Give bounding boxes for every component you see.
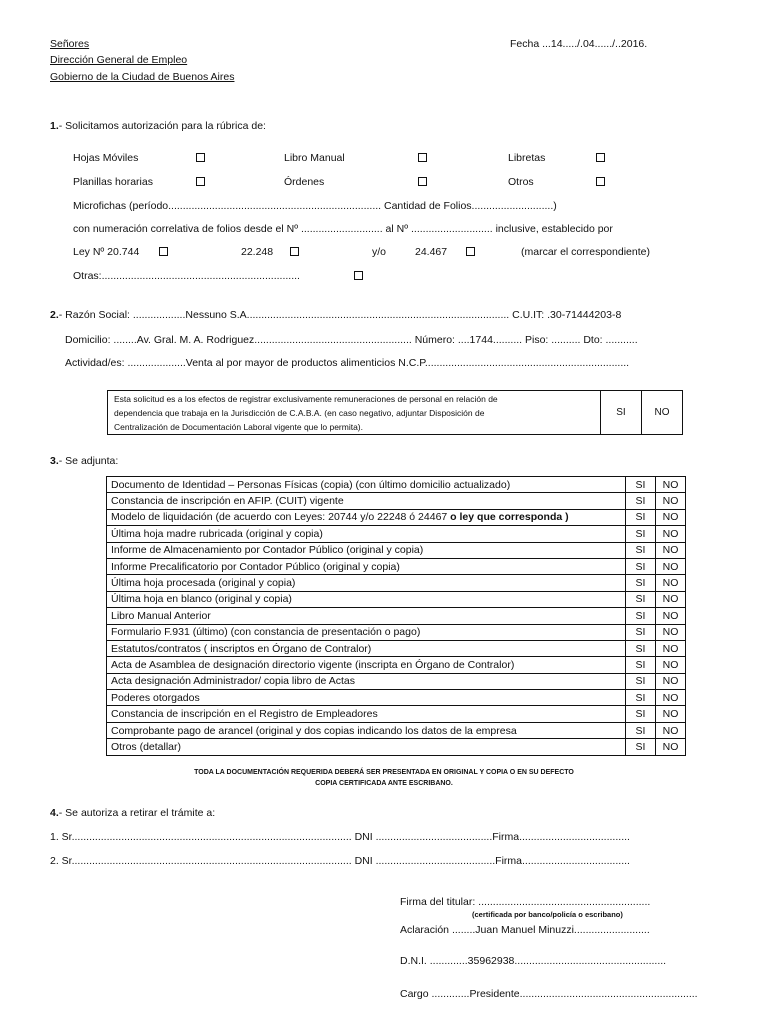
attachment-label: [107, 657, 626, 673]
attachment-no-option[interactable]: NO: [656, 706, 686, 722]
attachment-label-text: Documento de Identidad – Personas Físicas (copia) (con último domicilio actualizado): [111, 478, 511, 491]
attachment-yes-option[interactable]: SI: [626, 558, 656, 574]
attachment-label: [107, 690, 626, 706]
attachment-label-text: Libro Manual Anterior: [111, 609, 211, 622]
table-row: [107, 558, 686, 574]
attachment-yes-option[interactable]: SI: [626, 722, 656, 738]
attachment-no-option[interactable]: NO: [656, 608, 686, 624]
date-field[interactable]: Fecha ...14...../.04....../..2016.: [510, 38, 648, 50]
attachment-label-text: Acta designación Administrador/ copia libro de Actas: [111, 675, 355, 688]
table-row: [107, 640, 686, 656]
checkbox-hojas-moviles[interactable]: [196, 153, 205, 162]
attachment-no-option[interactable]: NO: [656, 624, 686, 640]
option-label-hojas-moviles: Hojas Móviles: [73, 152, 139, 164]
section-4-heading: [50, 807, 215, 819]
footnote-line-2: COPIA CERTIFICADA ANTE ESCRIBANO.: [315, 780, 453, 787]
attachment-label: [107, 575, 626, 591]
attachment-label: [107, 624, 626, 640]
attachment-label-text: Otros (detallar): [111, 740, 182, 753]
notice-line-1: Esta solicitud es a los efectos de registrar exclusivamente remuneraciones de personal en relación de: [114, 393, 498, 404]
attachment-no-option[interactable]: NO: [656, 477, 686, 493]
attachment-label-text: Acta de Asamblea de designación directorio vigente (inscripta en Órgano de Contralor): [111, 658, 515, 671]
dni-field[interactable]: D.N.I. .............35962938....................................................: [400, 955, 667, 967]
checkbox-ordenes[interactable]: [418, 177, 427, 186]
checkbox-ley-22248[interactable]: [290, 247, 299, 256]
notice-yes-option[interactable]: SI: [601, 391, 642, 435]
attachment-yes-option[interactable]: SI: [626, 624, 656, 640]
domicilio-field[interactable]: Domicilio: ........Av. Gral. M. A. Rodriguez...................................................... Número: ....1744.......... Piso: .......... Dto: ...........: [65, 334, 638, 346]
attachment-yes-option[interactable]: SI: [626, 493, 656, 509]
ley-note: (marcar el correspondiente): [521, 246, 650, 258]
footnote-line-1: TODA LA DOCUMENTACIÓN REQUERIDA DEBERÁ SER PRESENTADA EN ORIGINAL Y COPIA O EN SU DEFECTO: [194, 769, 574, 776]
aclaracion-field[interactable]: Aclaración ........Juan Manuel Minuzzi..........................: [400, 924, 650, 936]
attachment-no-option[interactable]: NO: [656, 558, 686, 574]
attachment-label-text: Poderes otorgados: [111, 691, 200, 704]
attachment-label-text: Última hoja procesada (original y copia): [111, 577, 296, 590]
attachment-label: [107, 706, 626, 722]
attachment-no-option[interactable]: NO: [656, 739, 686, 755]
option-label-otros: Otros: [508, 176, 534, 188]
table-row: [107, 542, 686, 558]
attachment-yes-option[interactable]: SI: [626, 608, 656, 624]
notice-text: [108, 391, 601, 435]
section-number: 1.: [50, 120, 59, 132]
attachment-label-text: Estatutos/contratos ( inscriptos en Órgano de Contralor): [111, 642, 372, 655]
addressee-line-3: Gobierno de la Ciudad de Buenos Aires: [50, 71, 235, 83]
attachment-label-text: Comprobante pago de arancel (original y dos copias indicando los datos de la empresa: [111, 724, 517, 737]
attachment-label: [107, 526, 626, 542]
table-row: [107, 591, 686, 607]
attachment-no-option[interactable]: NO: [656, 640, 686, 656]
option-label-libretas: Libretas: [508, 152, 546, 164]
table-row: [107, 706, 686, 722]
attachment-yes-option[interactable]: SI: [626, 690, 656, 706]
actividad-field[interactable]: Actividad/es: ....................Venta al por mayor de productos alimenticios N.C.P......................................................................: [65, 357, 630, 369]
otras-field[interactable]: Otras:....................................................................: [73, 270, 300, 282]
table-row: [107, 477, 686, 493]
microfichas-field[interactable]: Microfichas (período......................................................................... Cantidad de Folios............................): [73, 200, 557, 212]
table-row: [107, 575, 686, 591]
attachment-label-text: Constancia de inscripción en el Registro de Empleadores: [111, 708, 378, 721]
table-row: [107, 657, 686, 673]
table-row: [107, 624, 686, 640]
section-title: - Solicitamos autorización para la rúbrica de:: [58, 120, 266, 132]
attachments-table: [106, 476, 686, 756]
ley-yo-label: y/o: [372, 246, 387, 258]
option-label-ordenes: Órdenes: [284, 176, 325, 188]
section-title: - Se autoriza a retirar el trámite a:: [58, 807, 216, 819]
attachment-label: [107, 640, 626, 656]
attachment-no-option[interactable]: NO: [656, 673, 686, 689]
attachment-label-text: Constancia de inscripción en AFIP. (CUIT) vigente: [111, 495, 344, 508]
section-number: 2.: [50, 309, 59, 321]
attachment-label-emphasis: o ley que corresponda ): [447, 511, 569, 524]
attachment-label-text: Formulario F.931 (último) (con constancia de presentación o pago): [111, 626, 421, 639]
checkbox-libretas[interactable]: [596, 153, 605, 162]
section-1-heading: [50, 120, 266, 132]
checkbox-otras[interactable]: [354, 271, 363, 280]
attachment-yes-option[interactable]: SI: [626, 657, 656, 673]
table-row: [107, 739, 686, 755]
attachment-yes-option[interactable]: SI: [626, 542, 656, 558]
section-number: 4.: [50, 807, 59, 819]
option-label-libro-manual: Libro Manual: [284, 152, 345, 164]
attachment-yes-option[interactable]: SI: [626, 706, 656, 722]
razon-social-field[interactable]: [50, 309, 621, 321]
attachment-label: [107, 591, 626, 607]
attachment-yes-option[interactable]: SI: [626, 640, 656, 656]
attachment-no-option[interactable]: NO: [656, 526, 686, 542]
attachment-no-option[interactable]: NO: [656, 591, 686, 607]
attachment-label: [107, 739, 626, 755]
attachment-label-text: Informe Precalificatorio por Contador Público (original y copia): [111, 560, 400, 573]
option-label-planillas-horarias: Planillas horarias: [73, 176, 153, 188]
attachment-label: [107, 509, 626, 525]
table-row: [107, 509, 686, 525]
table-row: [107, 493, 686, 509]
table-row: [107, 722, 686, 738]
notice-no-option[interactable]: NO: [642, 391, 683, 435]
attachment-label: [107, 673, 626, 689]
attachment-label: [107, 722, 626, 738]
attachment-yes-option[interactable]: SI: [626, 575, 656, 591]
attachment-label-text: Última hoja en blanco (original y copia): [111, 593, 292, 606]
ley-24467-label: 24.467: [415, 246, 448, 258]
razon-social-text: - Razón Social: ..................Nessuno S.A.......................................................................................... C.U.IT: .30-71444203-8: [58, 309, 622, 321]
attachment-yes-option[interactable]: SI: [626, 591, 656, 607]
checkbox-ley-20744[interactable]: [159, 247, 168, 256]
checkbox-otros[interactable]: [596, 177, 605, 186]
table-row: [107, 690, 686, 706]
authorized-person-2-field[interactable]: 2. Sr................................................................................................ DNI .........................................Firma.....................................: [50, 855, 630, 867]
attachment-yes-option[interactable]: SI: [626, 673, 656, 689]
attachment-no-option[interactable]: NO: [656, 657, 686, 673]
table-row: [107, 673, 686, 689]
notice-table: [107, 390, 683, 435]
attachment-no-option[interactable]: NO: [656, 690, 686, 706]
checkbox-libro-manual[interactable]: [418, 153, 427, 162]
section-title: - Se adjunta:: [58, 455, 119, 467]
addressee-line-1: Señores: [50, 38, 90, 50]
numeracion-field[interactable]: con numeración correlativa de folios desde el Nº ............................ al Nº ............................ inclusive, establecido por: [73, 223, 613, 235]
attachment-label-text: Última hoja madre rubricada (original y copia): [111, 527, 323, 540]
notice-line-2: dependencia que trabaja en la Jurisdicción de C.A.B.A. (en caso negativo, adjuntar Disposición de: [114, 407, 485, 418]
cargo-field[interactable]: Cargo .............Presidente.............................................................: [400, 988, 698, 1000]
attachment-no-option[interactable]: NO: [656, 722, 686, 738]
checkbox-ley-24467[interactable]: [466, 247, 475, 256]
attachment-label: [107, 558, 626, 574]
attachment-label-text: Informe de Almacenamiento por Contador Público (original y copia): [111, 544, 424, 557]
attachment-yes-option[interactable]: SI: [626, 509, 656, 525]
section-3-heading: [50, 455, 118, 467]
addressee-line-2: Dirección General de Empleo: [50, 54, 188, 66]
ley-22248-label: 22.248: [241, 246, 274, 258]
notice-line-3: Centralización de Documentación Laboral vigente que lo permita).: [114, 421, 364, 432]
ley-20744-label: Ley Nº 20.744: [73, 246, 140, 258]
section-number: 3.: [50, 455, 59, 467]
table-row: [107, 526, 686, 542]
attachment-no-option[interactable]: NO: [656, 542, 686, 558]
attachment-no-option[interactable]: NO: [656, 493, 686, 509]
attachment-label: [107, 493, 626, 509]
table-row: [107, 608, 686, 624]
attachment-yes-option[interactable]: SI: [626, 739, 656, 755]
attachment-label-text: Modelo de liquidación (de acuerdo con Leyes: 20744 y/o 22248 ó 24467: [111, 511, 448, 524]
attachment-label: [107, 542, 626, 558]
firma-titular-field[interactable]: Firma del titular: ...........................................................: [400, 896, 651, 908]
certification-note: (certificada por banco/policía o escribano): [472, 910, 623, 919]
attachment-label: [107, 477, 626, 493]
attachment-label: [107, 608, 626, 624]
attachment-no-option[interactable]: NO: [656, 575, 686, 591]
checkbox-planillas-horarias[interactable]: [196, 177, 205, 186]
authorized-person-1-field[interactable]: 1. Sr................................................................................................ DNI ........................................Firma......................................: [50, 831, 630, 843]
attachment-no-option[interactable]: NO: [656, 509, 686, 525]
attachment-yes-option[interactable]: SI: [626, 477, 656, 493]
attachment-yes-option[interactable]: SI: [626, 526, 656, 542]
